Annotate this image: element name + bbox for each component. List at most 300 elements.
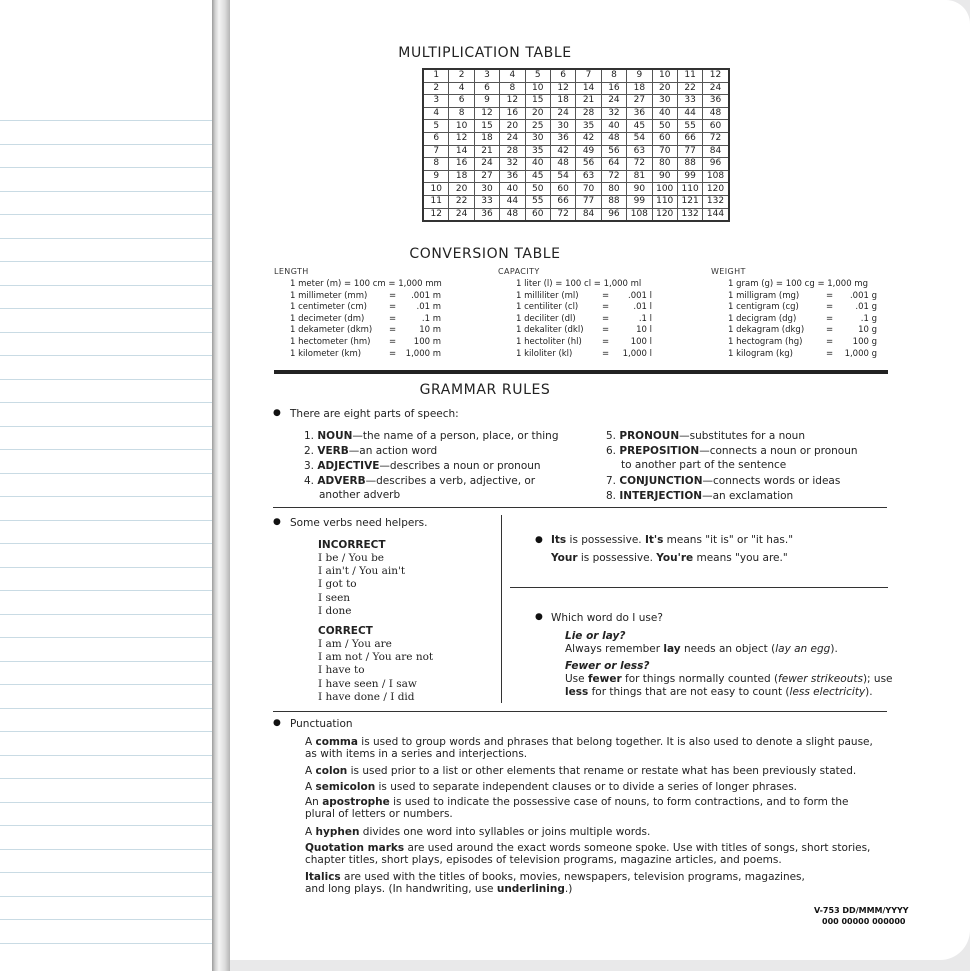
- rule-text: is used to indicate the possessive case of nouns, to form contractions, and to form the: [389, 796, 849, 808]
- conversion-value: .1 g: [860, 313, 877, 324]
- lie-lay-answer: Always remember lay needs an object (lay an egg).: [565, 643, 838, 655]
- part-of-speech-item: [304, 460, 541, 473]
- table-cell: 6: [550, 69, 575, 82]
- ruled-line: [0, 637, 214, 638]
- rule-text: divides one word into syllables or joins multiple words.: [359, 826, 651, 838]
- table-cell: 5: [423, 120, 449, 133]
- part-description: —an exclamation: [702, 490, 794, 502]
- table-cell: 3: [474, 69, 499, 82]
- table-cell: 20: [449, 183, 474, 196]
- fewer-less-answer-line1: Use fewer for things normally counted (fewer strikeouts); use: [565, 673, 893, 685]
- table-cell: 21: [576, 95, 601, 108]
- bullet-icon: ●: [535, 612, 543, 622]
- table-cell: 108: [703, 170, 729, 183]
- part-number: 2.: [304, 445, 315, 457]
- table-cell: 30: [474, 183, 499, 196]
- conversion-equals: =: [826, 348, 834, 359]
- part-of-speech-item: [606, 490, 793, 503]
- table-cell: 50: [525, 183, 550, 196]
- fewer-less-answer-line2: less for things that are not easy to count (less electricity).: [565, 686, 873, 698]
- conversion-value: 100 m: [413, 337, 441, 347]
- correct-label: CORRECT: [318, 625, 373, 637]
- rule-term: hyphen: [315, 826, 360, 838]
- punctuation-rule: [305, 781, 797, 794]
- table-cell: 18: [474, 132, 499, 145]
- conversion-column-title: WEIGHT: [711, 267, 746, 276]
- rule-article: A: [305, 736, 316, 748]
- table-row: [423, 95, 729, 108]
- table-cell: 72: [627, 158, 652, 171]
- part-description: —substitutes for a noun: [679, 430, 805, 442]
- conversion-value: 10 g: [858, 325, 877, 336]
- conversion-unit: 1 hectoliter (hl): [516, 337, 582, 347]
- rule-article: A: [305, 781, 316, 793]
- part-description: —connects a noun or pronoun: [699, 445, 858, 457]
- table-cell: 63: [627, 145, 652, 158]
- table-cell: 10: [525, 82, 550, 95]
- conversion-equals: =: [602, 302, 610, 313]
- table-cell: 54: [550, 170, 575, 183]
- part-term: PRONOUN: [619, 430, 680, 442]
- table-cell: 2: [423, 82, 449, 95]
- part-term: ADVERB: [317, 475, 366, 487]
- table-cell: 48: [500, 208, 525, 221]
- table-cell: 60: [550, 183, 575, 196]
- correct-example: I am / You are: [318, 638, 392, 650]
- conversion-unit: 1 deciliter (dl): [516, 313, 576, 324]
- table-cell: 21: [474, 145, 499, 158]
- table-cell: 80: [601, 183, 626, 196]
- table-cell: 33: [677, 95, 702, 108]
- table-cell: 80: [652, 158, 677, 171]
- conversion-value: .001 g: [849, 290, 877, 301]
- rule-text: as with items in a series and interjections.: [305, 748, 528, 760]
- rule-term: comma: [315, 736, 358, 748]
- ruled-line: [0, 426, 214, 427]
- table-cell: 24: [601, 95, 626, 108]
- part-term: ADJECTIVE: [317, 460, 380, 472]
- table-cell: 36: [703, 95, 729, 108]
- incorrect-example: I ain't / You ain't: [318, 565, 406, 578]
- table-cell: 8: [423, 158, 449, 171]
- table-cell: 35: [525, 145, 550, 158]
- conversion-equals: =: [826, 325, 834, 336]
- table-cell: 35: [576, 120, 601, 133]
- ruled-line: [0, 120, 214, 121]
- ruled-line: [0, 308, 214, 309]
- table-cell: 64: [601, 158, 626, 171]
- table-cell: 15: [525, 95, 550, 108]
- ruled-line: [0, 449, 214, 450]
- column-divider: [501, 515, 502, 703]
- table-cell: 96: [703, 158, 729, 171]
- table-cell: 10: [423, 183, 449, 196]
- table-cell: 15: [474, 120, 499, 133]
- conversion-value: 1,000 g: [844, 348, 877, 359]
- table-cell: 144: [703, 208, 729, 221]
- conversion-unit: 1 milligram (mg): [728, 290, 800, 301]
- conversion-equals: =: [602, 325, 610, 336]
- incorrect-example: I got to: [318, 578, 357, 591]
- table-cell: 45: [525, 170, 550, 183]
- table-cell: 63: [576, 170, 601, 183]
- table-row: [423, 120, 729, 133]
- table-cell: 9: [474, 95, 499, 108]
- table-cell: 8: [500, 82, 525, 95]
- ruled-line: [0, 708, 214, 709]
- ruled-line: [0, 402, 214, 403]
- table-cell: 100: [652, 183, 677, 196]
- table-cell: 32: [601, 107, 626, 120]
- table-cell: 16: [449, 158, 474, 171]
- part-of-speech-item: [606, 475, 840, 488]
- table-cell: 60: [703, 120, 729, 133]
- table-cell: 1: [423, 69, 449, 82]
- rule-term: apostrophe: [322, 796, 390, 808]
- table-cell: 4: [449, 82, 474, 95]
- table-cell: 33: [474, 195, 499, 208]
- part-description: —describes a verb, adjective, or: [365, 475, 536, 487]
- table-row: [423, 158, 729, 171]
- conversion-equals: =: [389, 290, 397, 301]
- part-of-speech-item: [606, 430, 805, 443]
- table-cell: 99: [627, 195, 652, 208]
- rule-text: is used to group words and phrases that belong together. It is also used to denote a slight pause,: [357, 736, 873, 748]
- table-cell: 11: [423, 195, 449, 208]
- ruled-line: [0, 285, 214, 286]
- ruled-line: [0, 191, 214, 192]
- table-cell: 84: [576, 208, 601, 221]
- table-row: [423, 145, 729, 158]
- table-cell: 48: [703, 107, 729, 120]
- table-cell: 110: [652, 195, 677, 208]
- notebook-spine: [212, 0, 230, 971]
- its-rule: Its is possessive. It's means "it is" or "it has.": [551, 534, 794, 546]
- table-cell: 30: [525, 132, 550, 145]
- conversion-equals: =: [602, 313, 610, 324]
- table-cell: 16: [500, 107, 525, 120]
- part-term: VERB: [317, 445, 349, 457]
- ruled-line: [0, 872, 214, 873]
- table-cell: 27: [474, 170, 499, 183]
- table-cell: 48: [550, 158, 575, 171]
- conversion-value: .01 m: [416, 302, 441, 313]
- correct-example: I am not / You are not: [318, 651, 434, 664]
- table-cell: 90: [627, 183, 652, 196]
- table-cell: 77: [576, 195, 601, 208]
- conversion-unit: 1 gram (g) = 100 cg = 1,000 mg: [728, 279, 868, 289]
- table-cell: 7: [423, 145, 449, 158]
- correct-example: I have done / I did: [318, 690, 415, 703]
- table-cell: 11: [677, 69, 702, 82]
- table-cell: 18: [550, 95, 575, 108]
- table-cell: 20: [652, 82, 677, 95]
- table-cell: 4: [423, 107, 449, 120]
- ruled-line: [0, 684, 214, 685]
- part-of-speech-item: [304, 445, 437, 458]
- rule-term: Quotation marks: [305, 842, 405, 854]
- table-cell: 66: [550, 195, 575, 208]
- table-cell: 120: [652, 208, 677, 221]
- conversion-equals: =: [389, 337, 397, 347]
- table-cell: 66: [677, 132, 702, 145]
- punctuation-rule: [305, 826, 650, 839]
- part-number: 4.: [304, 475, 315, 487]
- table-cell: 12: [550, 82, 575, 95]
- table-cell: 60: [525, 208, 550, 221]
- conversion-column-title: CAPACITY: [498, 267, 540, 276]
- part-number: 7.: [606, 475, 617, 487]
- part-description: —connects words or ideas: [702, 475, 841, 487]
- table-cell: 9: [627, 69, 652, 82]
- rule-text: are used with the titles of books, movies, newspapers, television programs, magazines,: [340, 871, 805, 883]
- conversion-unit: 1 dekameter (dkm): [290, 325, 373, 336]
- part-description-continued: another adverb: [319, 489, 401, 501]
- table-cell: 10: [652, 69, 677, 82]
- conversion-equals: =: [602, 290, 610, 301]
- rule-text: plural of letters or numbers.: [305, 808, 453, 820]
- table-cell: 25: [525, 120, 550, 133]
- table-cell: 18: [449, 170, 474, 183]
- conversion-unit: 1 centiliter (cl): [516, 302, 579, 313]
- table-cell: 24: [550, 107, 575, 120]
- table-row: [423, 183, 729, 196]
- table-cell: 44: [500, 195, 525, 208]
- conversion-equals: =: [389, 313, 397, 324]
- table-cell: 24: [449, 208, 474, 221]
- table-cell: 20: [525, 107, 550, 120]
- ruled-line: [0, 167, 214, 168]
- table-cell: 72: [703, 132, 729, 145]
- ruled-line: [0, 355, 214, 356]
- table-cell: 54: [627, 132, 652, 145]
- table-cell: 6: [474, 82, 499, 95]
- table-cell: 14: [449, 145, 474, 158]
- conversion-equals: =: [389, 302, 397, 313]
- table-cell: 7: [576, 69, 601, 82]
- ruled-line: [0, 144, 214, 145]
- table-cell: 12: [449, 132, 474, 145]
- ruled-line: [0, 496, 214, 497]
- punctuation-rule-continued: [305, 748, 527, 761]
- table-cell: 32: [500, 158, 525, 171]
- table-cell: 6: [423, 132, 449, 145]
- table-cell: 110: [677, 183, 702, 196]
- table-cell: 48: [601, 132, 626, 145]
- table-cell: 16: [601, 82, 626, 95]
- table-cell: 50: [652, 120, 677, 133]
- table-cell: 40: [652, 107, 677, 120]
- rule-term: Italics: [305, 871, 341, 883]
- table-cell: 36: [500, 170, 525, 183]
- punctuation-intro: Punctuation: [290, 718, 353, 730]
- conversion-value: 10 m: [419, 325, 441, 336]
- table-cell: 40: [525, 158, 550, 171]
- divider-line: [510, 587, 888, 588]
- ruled-line: [0, 332, 214, 333]
- conversion-value: .1 l: [638, 313, 652, 324]
- table-row: [423, 170, 729, 183]
- incorrect-example: I seen: [318, 591, 351, 604]
- incorrect-example: I be / You be: [318, 552, 385, 564]
- conversion-unit: 1 kilometer (km): [290, 348, 362, 359]
- rule-article: A: [305, 765, 316, 777]
- table-cell: 36: [550, 132, 575, 145]
- ruled-line: [0, 238, 214, 239]
- part-description: —describes a noun or pronoun: [379, 460, 541, 472]
- part-number: 3.: [304, 460, 315, 472]
- multiplication-table: [422, 68, 730, 222]
- conversion-unit: 1 dekagram (dkg): [728, 325, 805, 336]
- table-cell: 24: [703, 82, 729, 95]
- table-cell: 36: [474, 208, 499, 221]
- rule-article: A: [305, 826, 316, 838]
- table-row: [423, 69, 729, 82]
- correct-example: I have seen / I saw: [318, 677, 417, 690]
- ruled-line: [0, 896, 214, 897]
- table-cell: 12: [423, 208, 449, 221]
- table-cell: 72: [550, 208, 575, 221]
- ruled-line: [0, 755, 214, 756]
- lie-lay-question: Lie or lay?: [565, 630, 626, 642]
- grammar-rules-title: GRAMMAR RULES: [419, 382, 551, 398]
- conversion-equals: =: [602, 337, 610, 347]
- correct-example: I have to: [318, 664, 365, 677]
- table-cell: 55: [525, 195, 550, 208]
- rule-term: underlining: [496, 883, 565, 895]
- conversion-unit: 1 decigram (dg): [728, 313, 797, 324]
- ruled-line: [0, 379, 214, 380]
- table-cell: 45: [627, 120, 652, 133]
- table-cell: 9: [423, 170, 449, 183]
- table-cell: 12: [703, 69, 729, 82]
- part-of-speech-item: [606, 445, 858, 458]
- table-cell: 42: [550, 145, 575, 158]
- parts-intro: There are eight parts of speech:: [290, 408, 459, 420]
- conversion-value: .1 m: [421, 313, 441, 324]
- conversion-unit: 1 liter (l) = 100 cl = 1,000 ml: [516, 279, 642, 289]
- product-code: V-753 DD/MMM/YYYY: [814, 906, 909, 915]
- table-cell: 28: [500, 145, 525, 158]
- ruled-line: [0, 731, 214, 732]
- rule-text: and long plays. (In handwriting, use: [305, 883, 497, 895]
- table-cell: 36: [627, 107, 652, 120]
- table-cell: 90: [652, 170, 677, 183]
- table-cell: 42: [576, 132, 601, 145]
- ruled-line: [0, 214, 214, 215]
- table-cell: 96: [601, 208, 626, 221]
- punctuation-rule-continued: [305, 808, 453, 821]
- table-row: [423, 195, 729, 208]
- incorrect-example: I done: [318, 604, 352, 617]
- conversion-unit: 1 centimeter (cm): [290, 302, 367, 313]
- table-cell: 2: [449, 69, 474, 82]
- table-row: [423, 82, 729, 95]
- conversion-unit: 1 dekaliter (dkl): [516, 325, 584, 336]
- part-number: 8.: [606, 490, 617, 502]
- table-cell: 30: [550, 120, 575, 133]
- helpers-intro: Some verbs need helpers.: [290, 517, 428, 529]
- conversion-value: .001 l: [628, 290, 652, 301]
- part-number: 6.: [606, 445, 617, 457]
- ruled-line: [0, 919, 214, 920]
- ruled-line: [0, 567, 214, 568]
- table-cell: 99: [677, 170, 702, 183]
- conversion-unit: 1 meter (m) = 100 cm = 1,000 mm: [290, 279, 442, 289]
- rule-term: semicolon: [315, 781, 376, 793]
- ruled-line: [0, 943, 214, 944]
- table-cell: 60: [652, 132, 677, 145]
- bullet-icon: ●: [273, 408, 281, 418]
- conversion-value: 100 g: [852, 337, 877, 347]
- part-term: NOUN: [317, 430, 353, 442]
- part-description: —an action word: [348, 445, 438, 457]
- part-number: 5.: [606, 430, 617, 442]
- table-cell: 24: [500, 132, 525, 145]
- conversion-unit: 1 millimeter (mm): [290, 290, 368, 301]
- barcode-number: 000 00000 000000: [822, 917, 906, 926]
- part-of-speech-item: [304, 430, 559, 443]
- bullet-icon: ●: [535, 535, 543, 545]
- conversion-equals: =: [826, 302, 834, 313]
- conversion-equals: =: [389, 348, 397, 359]
- table-cell: 132: [703, 195, 729, 208]
- ruled-line: [0, 614, 214, 615]
- incorrect-label: INCORRECT: [318, 539, 386, 551]
- conversion-equals: =: [389, 325, 397, 336]
- table-cell: 40: [601, 120, 626, 133]
- table-cell: 22: [449, 195, 474, 208]
- part-number: 1.: [304, 430, 315, 442]
- left-ruled-page: [0, 0, 214, 971]
- table-cell: 88: [601, 195, 626, 208]
- table-cell: 12: [474, 107, 499, 120]
- rule-text: is used prior to a list or other elements that rename or restate what has been previously stated.: [347, 765, 857, 777]
- ruled-line: [0, 661, 214, 662]
- rule-text: .): [564, 883, 573, 895]
- table-cell: 28: [576, 107, 601, 120]
- table-cell: 120: [703, 183, 729, 196]
- table-cell: 132: [677, 208, 702, 221]
- punctuation-rule: [305, 765, 856, 778]
- table-cell: 18: [627, 82, 652, 95]
- table-cell: 5: [525, 69, 550, 82]
- conversion-value: 1,000 m: [405, 348, 441, 359]
- which-intro: Which word do I use?: [551, 612, 663, 624]
- table-cell: 3: [423, 95, 449, 108]
- divider-line: [273, 711, 887, 712]
- conversion-unit: 1 decimeter (dm): [290, 313, 365, 324]
- punctuation-rule-continued: [305, 854, 782, 867]
- part-term: CONJUNCTION: [619, 475, 703, 487]
- table-cell: 20: [500, 120, 525, 133]
- part-description-continued: to another part of the sentence: [621, 459, 787, 471]
- table-cell: 72: [601, 170, 626, 183]
- conversion-unit: 1 kiloliter (kl): [516, 348, 573, 359]
- ruled-line: [0, 802, 214, 803]
- rule-term: colon: [315, 765, 348, 777]
- fewer-less-question: Fewer or less?: [565, 660, 650, 672]
- conversion-column-title: LENGTH: [274, 267, 309, 276]
- conversion-unit: 1 centigram (cg): [728, 302, 799, 313]
- table-cell: 10: [449, 120, 474, 133]
- ruled-line: [0, 590, 214, 591]
- conversion-value: 10 l: [636, 325, 652, 336]
- table-cell: 56: [601, 145, 626, 158]
- table-row: [423, 208, 729, 221]
- divider-line: [273, 507, 887, 508]
- rule-text: is used to separate independent clauses or to divide a series of longer phrases.: [375, 781, 798, 793]
